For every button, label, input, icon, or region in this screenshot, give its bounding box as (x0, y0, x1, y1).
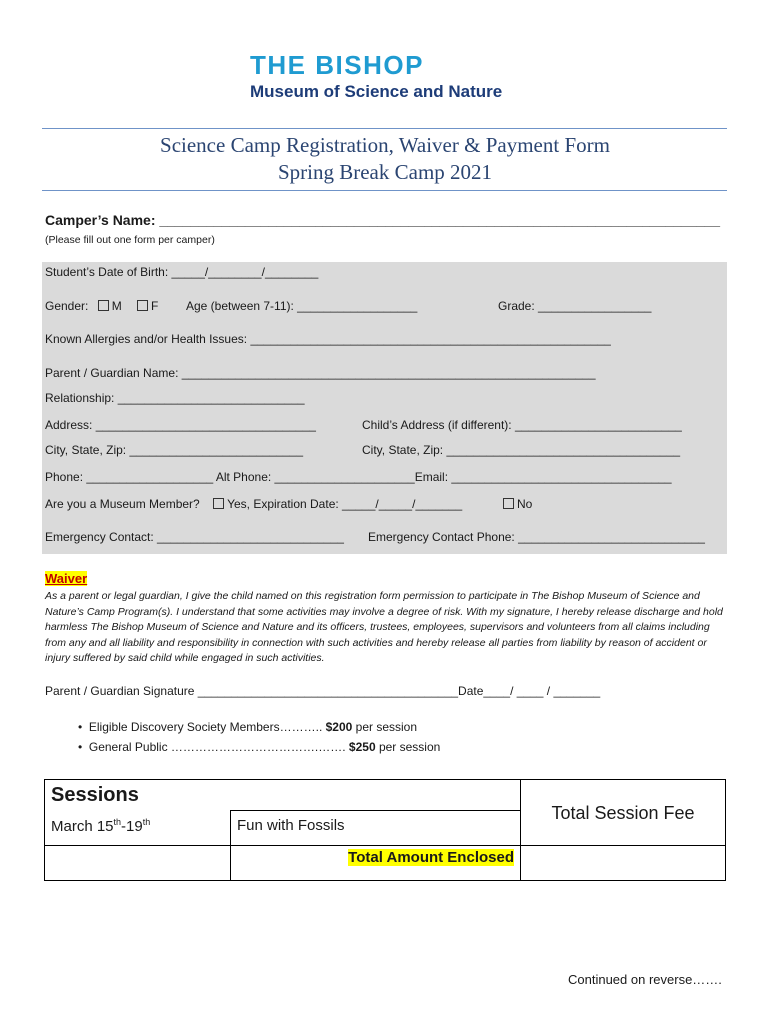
session-date-sup: th (113, 816, 122, 827)
fee-header: Total Session Fee (521, 780, 726, 846)
table-row (45, 780, 726, 811)
age-field[interactable]: Age (between 7-11): __________________ (186, 299, 418, 313)
relationship-field[interactable]: Relationship: ____________________________ (45, 391, 305, 405)
continued-note: Continued on reverse……. (568, 972, 722, 987)
total-amount-label: Total Amount Enclosed (348, 849, 514, 866)
session-date-text: -19 (121, 817, 143, 835)
address-field[interactable]: Address: _________________________________ (45, 418, 316, 432)
signature-field[interactable]: Parent / Guardian Signature _______________________________________Date____/ ____ / _______ (45, 684, 601, 698)
checkbox-icon (137, 300, 148, 311)
form-title: Science Camp Registration, Waiver & Payment Form (160, 133, 610, 157)
price-label: Eligible Discovery Society Members……….. (88, 720, 326, 734)
sessions-header: Sessions (45, 780, 521, 811)
form-subtitle: Spring Break Camp 2021 (277, 160, 493, 184)
session-date-sup: th (142, 816, 151, 827)
checkbox-icon (213, 498, 224, 509)
logo-line2: Museum of Science and Nature (250, 82, 503, 101)
guardian-name-field[interactable]: Parent / Guardian Name: ______________________________________________________________ (45, 366, 596, 380)
allergies-field[interactable]: Known Allergies and/or Health Issues: ______________________________________________________ (45, 332, 611, 346)
member-label: Are you a Museum Member? (45, 497, 200, 511)
price-suffix: per session (375, 740, 441, 754)
price-value: $250 (348, 740, 376, 754)
price-label: General Public ……………………………….……. (88, 740, 349, 754)
waiver-text: As a parent or legal guardian, I give the child named on this registration form permission to participate in The Bishop Museum of Science and Nature’s Camp Program(s). I understand that some activities may involve a degree of risk. With my signature, I hereby release discharge and hold harmless The Bishop Museum of Science and Nature and its officers, trustees, employees, supervisors and volunteers from all claims including from any and all liability and responsibility in connection with such activities and hereby release all parties from liability by reason of accident or injury suffered by said child while engaged in such activities. (45, 590, 723, 665)
member-no-label: No (517, 497, 533, 511)
gender-label: Gender: (45, 299, 89, 313)
total-label-cell (231, 846, 521, 881)
gender-field (45, 299, 158, 313)
price-item-public: • General Public ……………………………….……. $250 per session (78, 740, 441, 754)
price-suffix: per session (352, 720, 418, 734)
gender-f-label: F (151, 299, 159, 313)
city-field[interactable]: City, State, Zip: __________________________ (45, 443, 303, 457)
session-date-text: March 15 (51, 817, 114, 835)
empty-cell (45, 846, 231, 881)
child-address-field[interactable]: Child’s Address (if different): _________________________ (362, 418, 682, 432)
checkbox-icon (98, 300, 109, 311)
title-rule-top (42, 128, 727, 129)
emergency-contact-field[interactable]: Emergency Contact: ____________________________ (45, 530, 344, 544)
gender-m-label: M (111, 299, 122, 313)
sessions-table (44, 779, 726, 881)
member-yes-label: Yes, Expiration Date: _____/_____/_______ (227, 497, 463, 511)
member-yes-checkbox[interactable] (213, 497, 462, 511)
logo-line1: THE BISHOP (250, 50, 424, 80)
camper-name-field[interactable]: Camper’s Name: ________________________________________________________________________ (45, 212, 720, 228)
dob-field[interactable]: Student’s Date of Birth: _____/________/________ (45, 265, 319, 279)
gender-f-checkbox[interactable] (137, 299, 158, 313)
checkbox-icon (503, 498, 514, 509)
title-rule-bottom (42, 190, 727, 191)
price-item-members: • Eligible Discovery Society Members……….. $200 per session (78, 720, 418, 734)
child-city-field[interactable]: City, State, Zip: ___________________________________ (362, 443, 681, 457)
emergency-phone-field[interactable]: Emergency Contact Phone: ____________________________ (368, 530, 705, 544)
price-value: $200 (325, 720, 353, 734)
table-row (45, 846, 726, 881)
member-no-checkbox[interactable] (503, 497, 532, 511)
camper-note: (Please fill out one form per camper) (45, 234, 215, 246)
grade-field[interactable]: Grade: _________________ (498, 299, 652, 313)
member-question (45, 497, 462, 511)
session-name: Fun with Fossils (231, 811, 521, 846)
total-amount-cell[interactable] (521, 846, 726, 881)
phone-line[interactable]: Phone: ___________________ Alt Phone: _____________________Email: _________________________________ (45, 470, 672, 484)
waiver-title: Waiver (45, 571, 88, 586)
gender-m-checkbox[interactable] (98, 299, 122, 313)
session-date (45, 811, 231, 846)
